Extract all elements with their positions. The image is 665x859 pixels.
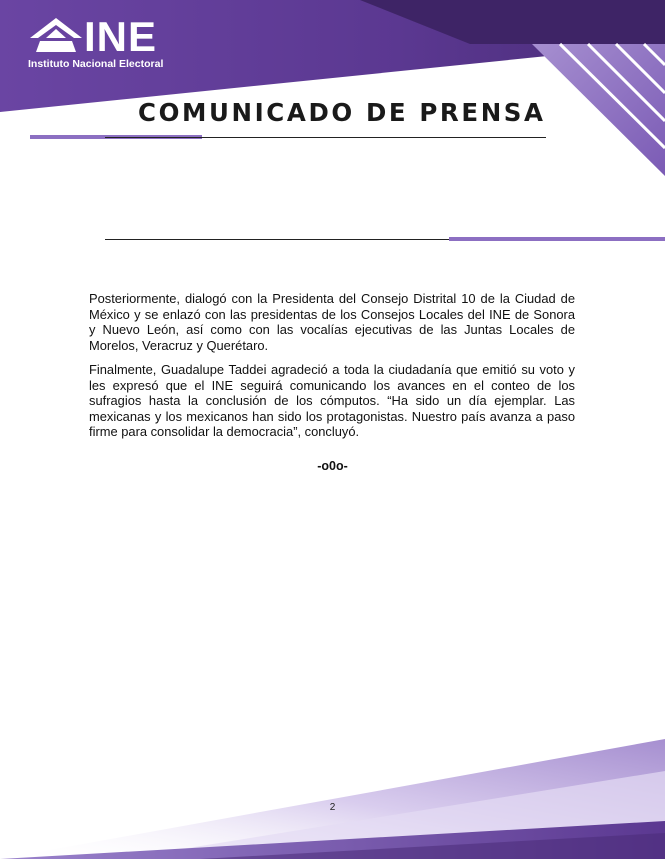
ine-emblem-icon [30, 18, 82, 52]
paragraph: Posteriormente, dialogó con la Presidenta del Consejo Distrital 10 de la Ciudad de México y se enlazó con las presidentas de los Consejos Locales del INE de Sonora y Nuevo León, así como con las vocalías ejecutivas de las Juntas Locales de Morelos, Veracruz y Querétaro. [89, 291, 575, 353]
page-number: 2 [329, 802, 336, 813]
logo-subtitle: Instituto Nacional Electoral [28, 58, 164, 70]
page-title: COMUNICADO DE PRENSA [138, 98, 546, 127]
section-accent-bar [449, 237, 665, 241]
footer-band [0, 699, 665, 859]
ine-logo [26, 14, 206, 74]
closing-mark: -o0o- [317, 459, 348, 473]
paragraph: Finalmente, Guadalupe Taddei agradeció a toda la ciudadanía que emitió su voto y les expresó que el INE seguirá comunicando los avances en el conteo de los sufragios hasta la conclusión de los cómputos. “Ha sido un día ejemplar. Las mexicanas y los mexicanos han sido los protagonistas. Nuestro país avanza a paso firme para consolidar la democracia”, concluyó. [89, 362, 575, 439]
title-divider [105, 137, 546, 138]
press-release-body [89, 291, 575, 449]
logo-wordmark: INE [84, 13, 158, 60]
